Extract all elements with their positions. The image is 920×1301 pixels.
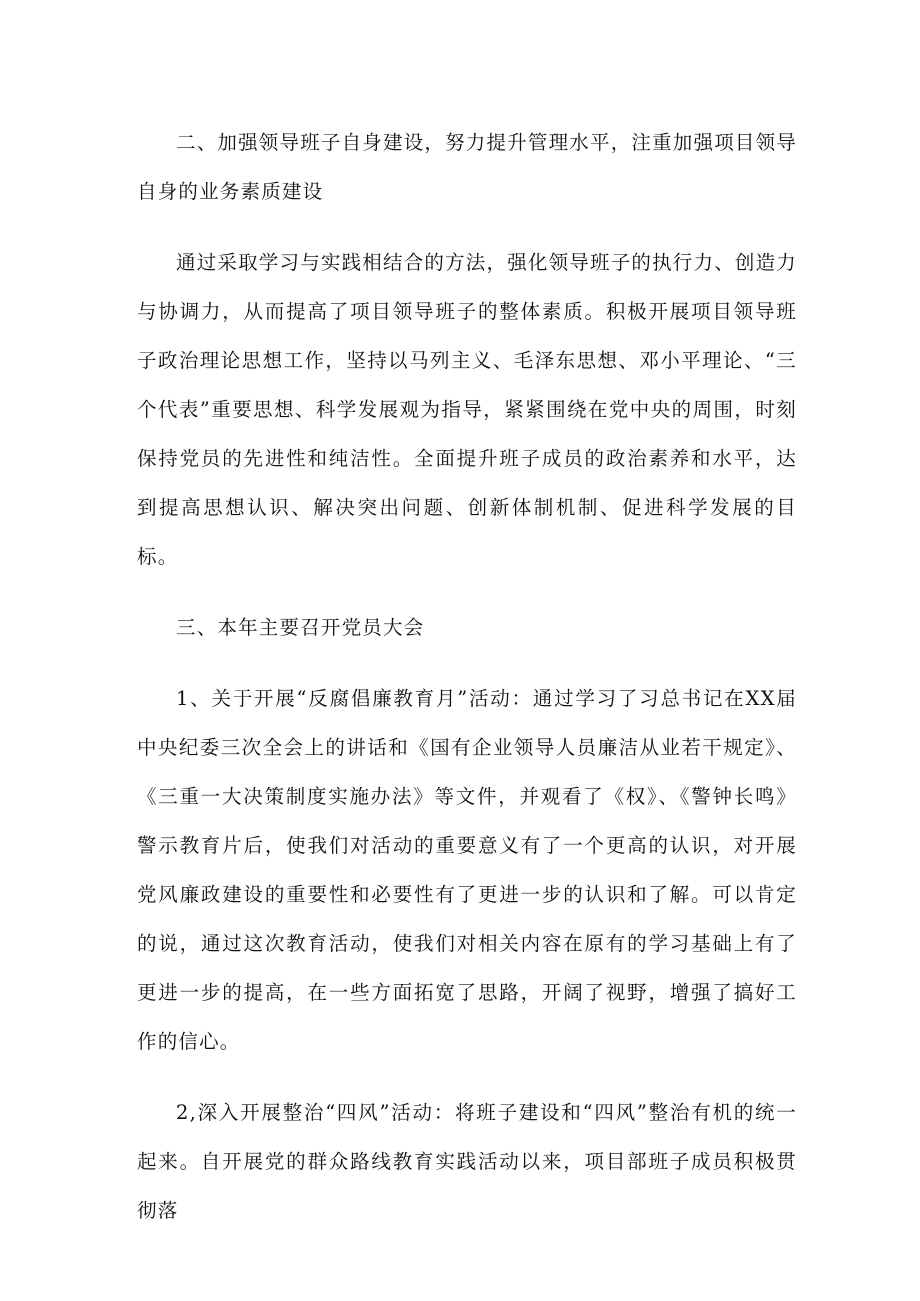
paragraph-anti-corruption: 1、关于开展“反腐倡廉教育月”活动：通过学习了习总书记在XX届中央纪委三次全会上的讲话和《国有企业领导人员廉洁从业若干规定》、《三重一大决策制度实施办法》等文件，并观看了《权》、《警钟长鸣》警示教育片后，使我们对活动的重要意义有了一个更高的认识，对开展党风廉政建设的重要性和必要性有了更进一步的认识和了解。可以肯定的说，通过这次教育活动，使我们对相关内容在原有的学习基础上有了更进一步的提高，在一些方面拓宽了思路，开阔了视野，增强了搞好工作的信心。 xyxy=(137,687,797,1053)
document-body xyxy=(137,118,797,1257)
paragraph-four-winds: 2,深入开展整治“四风”活动：将班子建设和“四风”整治有机的统一起来。自开展党的群众路线教育实践活动以来，项目部班子成员积极贯彻落 xyxy=(137,1101,797,1222)
section-heading-2: 二、加强领导班子自身建设，努力提升管理水平，注重加强项目领导自身的业务素质建设 xyxy=(137,131,798,203)
paragraph-leadership: 通过采取学习与实践相结合的方法，强化领导班子的执行力、创造力与协调力，从而提高了项目领导班子的整体素质。积极开展项目领导班子政治理论思想工作，坚持以马列主义、毛泽东思想、邓小平理论、“三个代表”重要思想、科学发展观为指导，紧紧围绕在党中央的周围，时刻保持党员的先进性和纯洁性。全面提升班子成员的政治素养和水平，达到提高思想认识、解决突出问题、创新体制机制、促进科学发展的目标。 xyxy=(137,251,798,568)
section-heading-3: 三、本年主要召开党员大会 xyxy=(176,616,425,639)
